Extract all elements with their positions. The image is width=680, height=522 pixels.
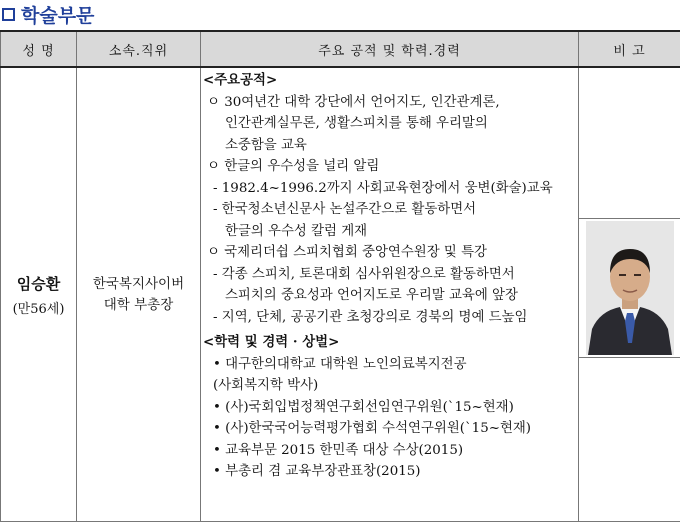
affiliation-cell	[77, 67, 201, 522]
header-content: 주요 공적 및 학력.경력	[201, 31, 579, 67]
section-heading	[2, 0, 94, 28]
portrait-image-icon	[586, 221, 674, 355]
portrait-photo	[586, 221, 674, 355]
achievement-line: 인간관계실무론, 생활스피치를 통해 우리말의	[225, 116, 488, 131]
education-line: • 대구한의대학교 대학원 노인의료복지전공	[213, 356, 467, 372]
achievement-line: ㅇ 국제리더쉽 스피치협회 중앙연수원장 및 특강	[207, 245, 487, 260]
photo-frame	[579, 218, 680, 358]
achievement-line: ㅇ 한글의 우수성을 널리 알림	[207, 159, 380, 174]
achievement-line: - 1982.4~1996.2까지 사회교육현장에서 웅변(화술)교육	[213, 180, 553, 196]
education-line: (사회복지학 박사)	[213, 378, 319, 393]
education-line: • 교육부문 2015 한민족 대상 수상(2015)	[213, 442, 464, 458]
content-cell	[201, 67, 579, 522]
achievement-line: - 한국청소년신문사 논설주간으로 활동하면서	[213, 202, 477, 217]
education-line: • 부총리 겸 교육부장관표창(2015)	[213, 464, 421, 479]
header-name: 성 명	[1, 31, 77, 67]
achievement-line: - 지역, 단체, 공공기관 초청강의로 경북의 명예 드높임	[213, 309, 528, 325]
name-cell	[1, 67, 77, 522]
header-affiliation: 소속.직위	[77, 31, 201, 67]
education-line: • (사)한국국어능력평가협회 수석연구위원(`15~현재)	[213, 421, 532, 436]
section-title: 학술부문	[21, 4, 95, 27]
note-cell	[579, 67, 680, 522]
person-name: 임승환	[16, 274, 61, 293]
affiliation-line: 대학 부총장	[103, 296, 174, 313]
checkbox-square-icon	[2, 8, 15, 21]
header-row	[1, 31, 680, 67]
achievement-line: ㅇ 30여년간 대학 강단에서 언어지도, 인간관계론,	[207, 94, 500, 110]
awards-table	[0, 30, 680, 522]
table-row	[1, 67, 680, 522]
header-note: 비 고	[579, 31, 680, 67]
person-age: (만56세)	[12, 301, 65, 317]
achievement-line: - 각종 스피치, 토론대회 심사위원장으로 활동하면서	[213, 266, 515, 282]
achievements-heading: <주요공적>	[203, 72, 278, 88]
achievement-line: 소중함을 교육	[225, 137, 307, 153]
education-line: • (사)국회입법정책연구회선임연구위원(`15~현재)	[213, 399, 514, 415]
affiliation-line: 한국복지사이버	[92, 275, 185, 292]
achievement-line: 스피치의 중요성과 언어지도로 우리말 교육에 앞장	[225, 288, 518, 303]
achievement-line: 한글의 우수성 칼럼 게재	[225, 223, 368, 239]
education-heading: <학력 및 경력 · 상벌>	[203, 334, 340, 350]
